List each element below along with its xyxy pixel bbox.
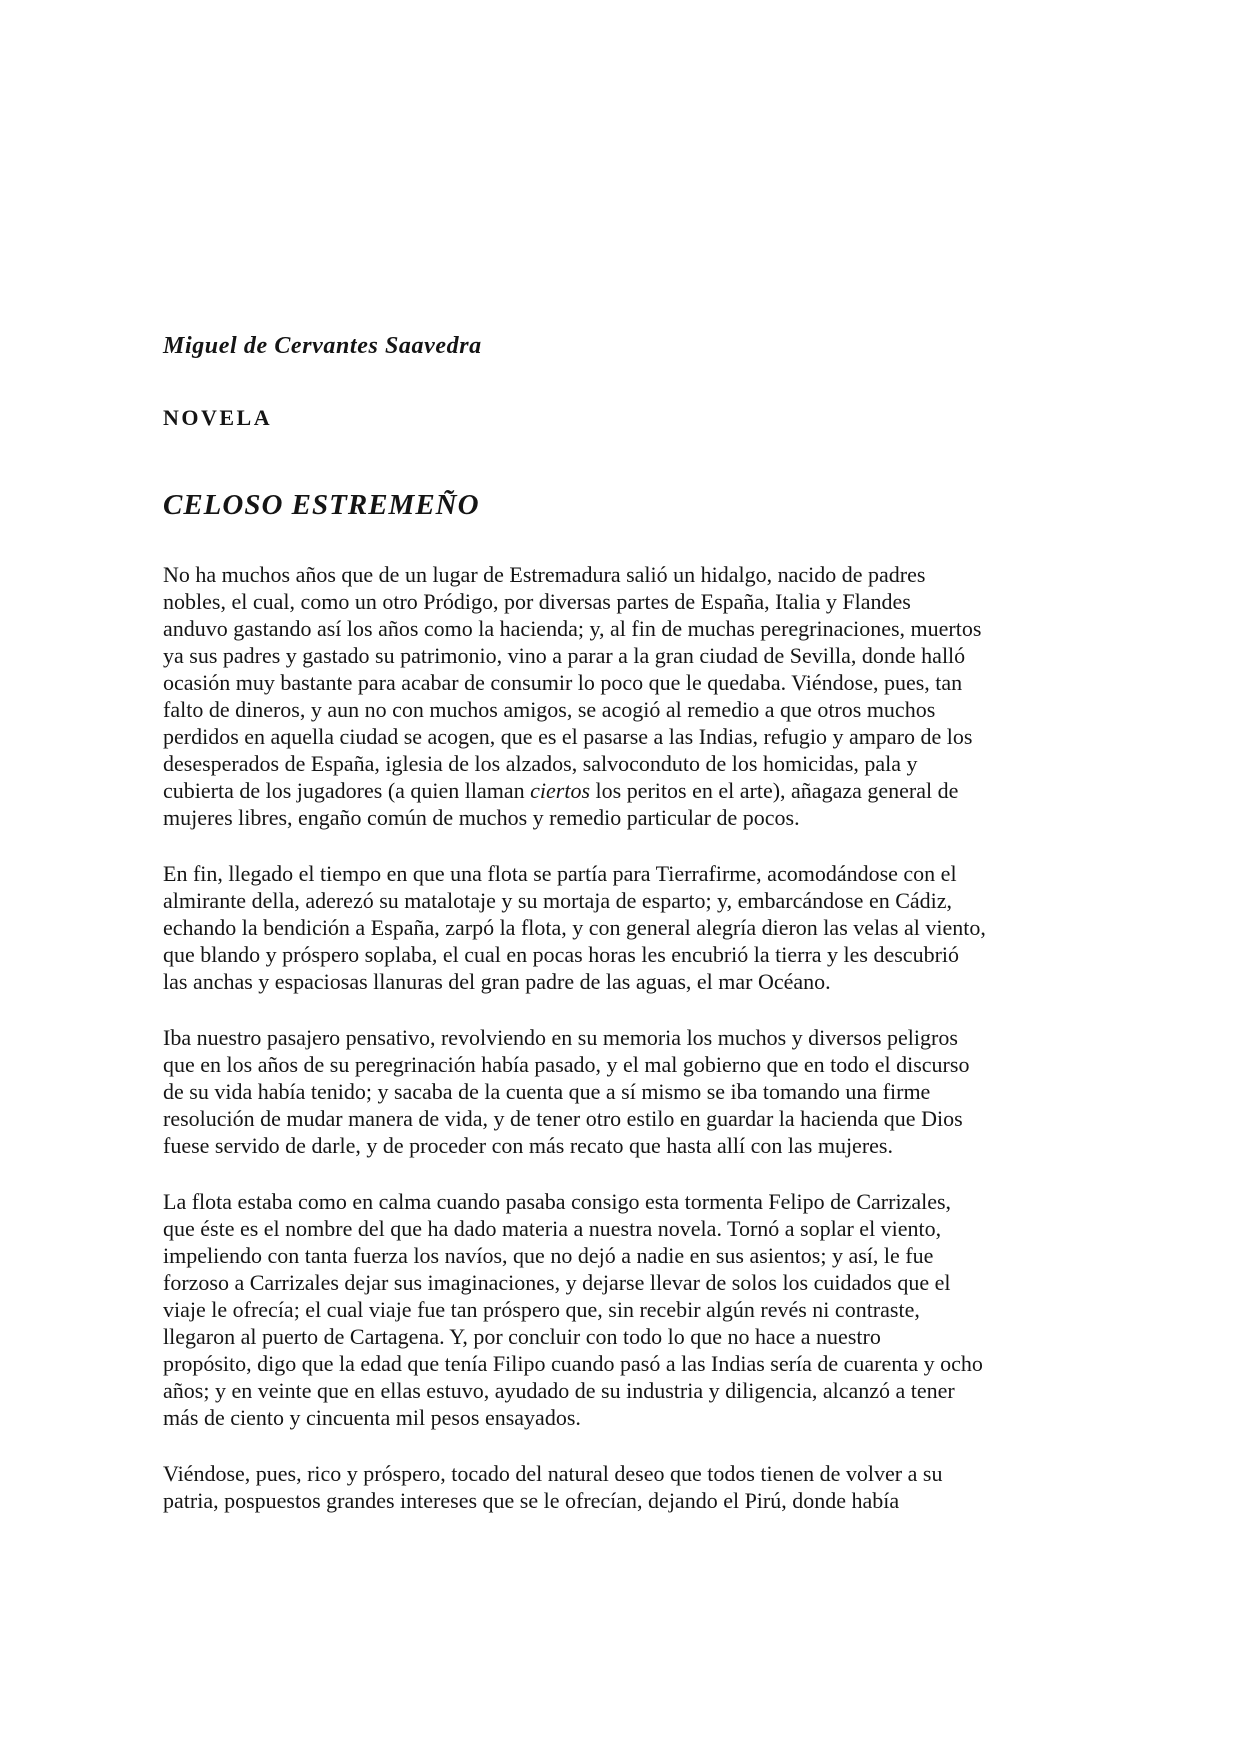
italic-text-segment: ciertos — [530, 778, 591, 803]
text-line — [163, 1188, 1113, 1215]
text-segment: nobles, el cual, como un otro Pródigo, por diversas partes de España, Italia y Flandes — [163, 589, 911, 614]
text-segment: almirante della, aderezó su matalotaje y su mortaja de esparto; y, embarcándose en Cádiz, — [163, 888, 953, 913]
text-line — [163, 887, 1113, 914]
text-line — [163, 1105, 1113, 1132]
body-text — [163, 561, 1113, 1543]
text-line — [163, 777, 1113, 804]
text-segment: impeliendo con tanta fuerza los navíos, que no dejó a nadie en sus asientos; y así, le fue — [163, 1243, 934, 1268]
text-line — [163, 615, 1113, 642]
paragraph — [163, 860, 1113, 995]
text-segment: falto de dineros, y aun no con muchos amigos, se acogió al remedio a que otros muchos — [163, 697, 936, 722]
text-segment: No ha muchos años que de un lugar de Estremadura salió un hidalgo, nacido de padres — [163, 562, 926, 587]
text-segment: cubierta de los jugadores (a quien llaman — [163, 778, 531, 803]
text-line — [163, 1296, 1113, 1323]
text-line — [163, 968, 1113, 995]
text-segment: anduvo gastando así los años como la hacienda; y, al fin de muchas peregrinaciones, muertos — [163, 616, 982, 641]
text-segment: que blando y próspero soplaba, el cual en pocas horas les encubrió la tierra y les descubrió — [163, 942, 960, 967]
text-line — [163, 1215, 1113, 1242]
text-segment: forzoso a Carrizales dejar sus imaginaciones, y dejarse llevar de solos los cuidados que el — [163, 1270, 951, 1295]
text-line — [163, 696, 1113, 723]
text-segment: ocasión muy bastante para acabar de consumir lo poco que le quedaba. Viéndose, pues, tan — [163, 670, 963, 695]
text-segment: años; y en veinte que en ellas estuvo, ayudado de su industria y diligencia, alcanzó a tener — [163, 1378, 955, 1403]
text-line — [163, 941, 1113, 968]
text-line — [163, 1377, 1113, 1404]
text-line — [163, 642, 1113, 669]
text-segment: desesperados de España, iglesia de los alzados, salvoconduto de los homicidas, pala y — [163, 751, 918, 776]
text-line — [163, 1487, 1113, 1514]
text-line — [163, 1051, 1113, 1078]
paragraph — [163, 1024, 1113, 1159]
text-line — [163, 1323, 1113, 1350]
text-segment: mujeres libres, engaño común de muchos y remedio particular de pocos. — [163, 805, 800, 830]
genre-label: NOVELA — [163, 405, 273, 430]
text-segment: más de ciento y cincuenta mil pesos ensayados. — [163, 1405, 581, 1430]
text-segment: resolución de mudar manera de vida, y de tener otro estilo en guardar la hacienda que Dios — [163, 1106, 963, 1131]
text-line — [163, 669, 1113, 696]
text-segment: La flota estaba como en calma cuando pasaba consigo esta tormenta Felipo de Carrizales, — [163, 1189, 952, 1214]
text-line — [163, 1024, 1113, 1051]
text-line — [163, 750, 1113, 777]
paragraph — [163, 561, 1113, 831]
text-segment: viaje le ofrecía; el cual viaje fue tan próspero que, sin recebir algún revés ni contraste, — [163, 1297, 920, 1322]
text-segment: ya sus padres y gastado su patrimonio, vino a parar a la gran ciudad de Sevilla, donde halló — [163, 643, 966, 668]
text-line — [163, 1404, 1113, 1431]
text-segment: fuese servido de darle, y de proceder con más recato que hasta allí con las mujeres. — [163, 1133, 893, 1158]
document-title: CELOSO ESTREMEÑO — [163, 489, 480, 521]
text-segment: En fin, llegado el tiempo en que una flota se partía para Tierrafirme, acomodándose con el — [163, 861, 957, 886]
text-line — [163, 561, 1113, 588]
text-segment: patria, pospuestos grandes intereses que se le ofrecían, dejando el Pirú, donde había — [163, 1488, 900, 1513]
text-line — [163, 723, 1113, 750]
text-line — [163, 914, 1113, 941]
text-line — [163, 1460, 1113, 1487]
text-segment: las anchas y espaciosas llanuras del gran padre de las aguas, el mar Océano. — [163, 969, 831, 994]
text-segment: los peritos en el arte), añagaza general de — [590, 778, 959, 803]
text-line — [163, 588, 1113, 615]
text-segment: Viéndose, pues, rico y próspero, tocado del natural deseo que todos tienen de volver a su — [163, 1461, 943, 1486]
text-segment: perdidos en aquella ciudad se acogen, que es el pasarse a las Indias, refugio y amparo de los — [163, 724, 973, 749]
text-line — [163, 804, 1113, 831]
author-line: Miguel de Cervantes Saavedra — [163, 333, 482, 359]
text-line — [163, 1242, 1113, 1269]
text-segment: llegaron al puerto de Cartagena. Y, por concluir con todo lo que no hace a nuestro — [163, 1324, 881, 1349]
text-line — [163, 1269, 1113, 1296]
text-line — [163, 860, 1113, 887]
text-segment: que éste es el nombre del que ha dado materia a nuestra novela. Tornó a soplar el viento, — [163, 1216, 942, 1241]
paragraph — [163, 1460, 1113, 1514]
text-segment: Iba nuestro pasajero pensativo, revolviendo en su memoria los muchos y diversos peligros — [163, 1025, 958, 1050]
text-segment: propósito, digo que la edad que tenía Filipo cuando pasó a las Indias sería de cuarenta y ocho — [163, 1351, 983, 1376]
text-segment: que en los años de su peregrinación había pasado, y el mal gobierno que en todo el discurso — [163, 1052, 970, 1077]
paragraph — [163, 1188, 1113, 1431]
text-line — [163, 1078, 1113, 1105]
text-segment: de su vida había tenido; y sacaba de la cuenta que a sí mismo se iba tomando una firme — [163, 1079, 931, 1104]
text-line — [163, 1132, 1113, 1159]
text-line — [163, 1350, 1113, 1377]
text-segment: echando la bendición a España, zarpó la flota, y con general alegría dieron las velas al viento, — [163, 915, 986, 940]
